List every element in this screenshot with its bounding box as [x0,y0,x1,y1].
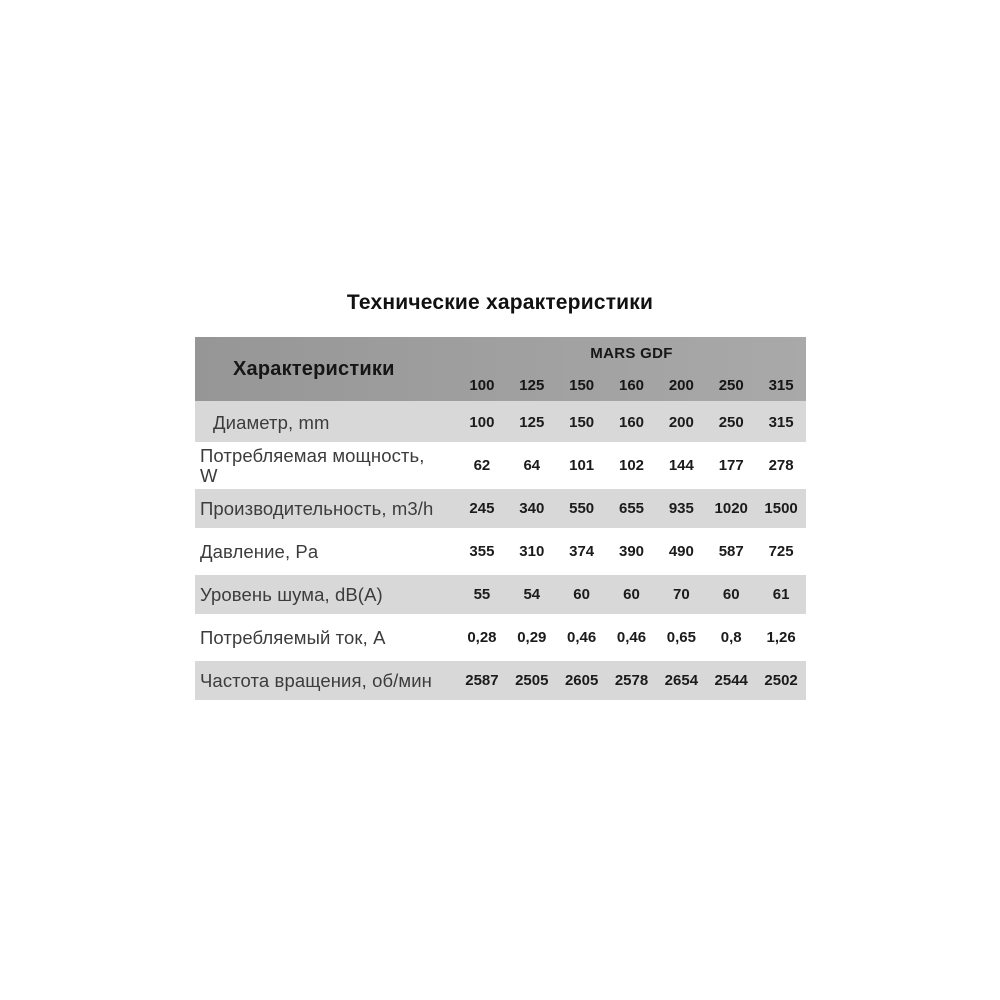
table-row [195,659,806,702]
value-cell: 2502 [764,672,798,689]
value-cell: 62 [473,457,491,474]
value-cell: 102 [618,457,645,474]
table-row [195,616,806,659]
model-header-group [457,337,806,401]
value-cell: 2654 [664,672,699,689]
value-cell: 200 [668,414,694,431]
value-cell: 587 [718,543,744,560]
value-cell: 2605 [564,672,599,689]
value-cell: 935 [668,500,694,517]
row-label: Производительность, m3/h [200,497,434,519]
value-cell: 61 [772,586,790,603]
table-row [195,530,806,573]
value-cell: 1020 [714,500,748,517]
table-row [195,573,806,616]
value-cell: 245 [469,500,495,517]
value-cell: 160 [618,414,645,431]
table-row [195,487,806,530]
value-cell: 278 [768,457,794,474]
size-header-cell: 100 [469,376,495,394]
characteristics-header-cell: Характеристики [233,357,395,380]
size-header-cell: 315 [768,376,794,394]
row-label: Давление, Pa [200,540,319,562]
value-cell: 60 [623,586,640,603]
table-header [195,337,806,401]
value-cell: 1,26 [766,629,796,646]
value-cell: 655 [618,500,645,517]
table-body [195,401,806,702]
value-cell: 0,8 [720,629,742,646]
value-cell: 1500 [764,500,798,517]
spec-table [195,337,806,702]
value-cell: 60 [573,586,590,603]
page-title: Технические характеристики [346,291,654,314]
value-cell: 150 [569,414,595,431]
size-header-cell: 125 [519,376,545,394]
value-cell: 2578 [614,672,649,689]
value-cell: 144 [668,457,694,474]
value-cell: 2505 [515,672,549,689]
value-cell: 125 [519,414,545,431]
value-cell: 0,28 [467,629,497,646]
value-cell: 490 [668,543,694,560]
value-cell: 374 [569,543,595,560]
value-cell: 550 [569,500,595,517]
value-cell: 250 [718,414,744,431]
table-row [195,444,806,487]
value-cell: 100 [469,414,495,431]
value-cell: 390 [618,543,645,560]
size-header-cell: 200 [668,376,694,394]
value-cell: 340 [519,500,545,517]
row-label: Потребляемая мощность, W [200,444,425,486]
value-cell: 54 [523,586,541,603]
table-row [195,401,806,444]
model-group-label: MARS GDF [590,345,673,362]
row-label: Уровень шума, dB(A) [200,583,383,605]
value-cell: 0,65 [666,629,696,646]
value-cell: 315 [768,414,794,431]
value-cell: 725 [768,543,794,560]
value-cell: 177 [718,457,744,474]
size-header-cell: 150 [569,376,595,394]
value-cell: 64 [523,457,541,474]
value-cell: 2544 [714,672,748,689]
value-cell: 55 [473,586,491,603]
value-cell: 2587 [465,672,499,689]
size-header-cell: 160 [618,376,645,394]
value-cell: 101 [569,457,595,474]
value-cell: 310 [519,543,545,560]
value-cell: 60 [722,586,740,603]
value-cell: 355 [469,543,495,560]
value-cell: 0,46 [616,629,647,646]
value-cell: 0,46 [567,629,597,646]
size-header-row [457,371,806,399]
row-label: Частота вращения, об/мин [200,669,432,691]
row-label: Потребляемый ток, A [200,626,386,648]
row-label: Диаметр, mm [213,411,330,433]
size-header-cell: 250 [718,376,744,394]
value-cell: 0,29 [517,629,547,646]
value-cell: 70 [673,586,690,603]
